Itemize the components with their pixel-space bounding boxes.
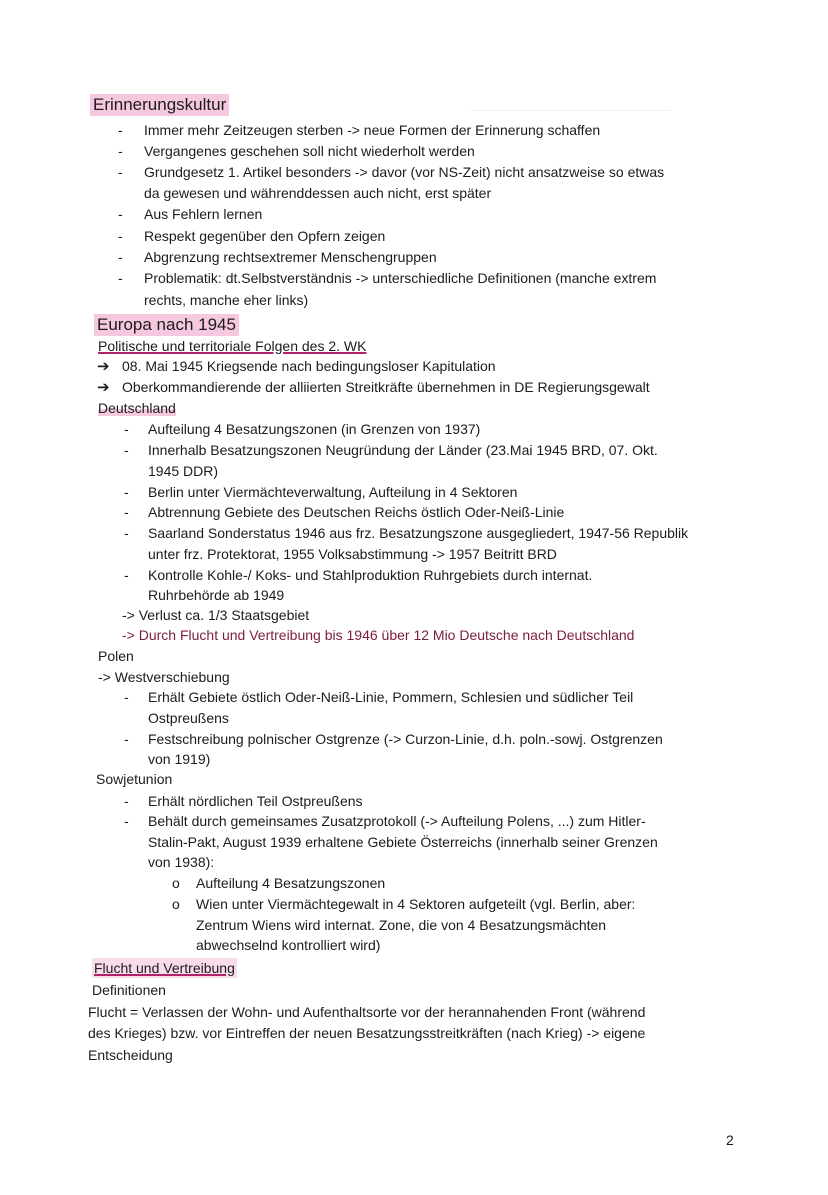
bullet-dash: -: [118, 206, 123, 222]
bullet-dash: -: [124, 421, 129, 437]
bullet-dash: -: [124, 793, 129, 809]
list-item-continuation: da gewesen und währenddessen auch nicht, erst später: [144, 185, 492, 201]
subheading-definitionen: Definitionen: [92, 982, 166, 998]
bullet-dash: -: [118, 143, 123, 159]
list-item-continuation: Stalin-Pakt, August 1939 erhaltene Gebiete Österreichs (innerhalb seiner Grenzen: [148, 834, 658, 850]
bullet-dash: -: [118, 249, 123, 265]
bullet-dash: -: [124, 484, 129, 500]
subheading-deutschland-label: Deutschland: [98, 400, 176, 416]
list-item-continuation: 1945 DDR): [148, 463, 219, 479]
list-item: Kontrolle Kohle-/ Koks- und Stahlproduktion Ruhrgebiets durch internat.: [148, 567, 593, 583]
page-number: 2: [726, 1132, 734, 1148]
sub-list-item-continuation: Zentrum Wiens wird internat. Zone, die von 4 Besatzungsmächten: [196, 917, 607, 933]
bleed-through-text: [470, 96, 670, 111]
arrow-right-icon: ➔: [97, 379, 110, 396]
sub-list-item-continuation: abwechselnd kontrolliert wird): [196, 937, 381, 953]
heading-flucht-und-vertreibung: Flucht und Vertreibung: [94, 960, 235, 976]
note-flucht: -> Durch Flucht und Vertreibung bis 1946 über 12 Mio Deutsche nach Deutschland: [122, 627, 635, 643]
subheading-sowjetunion: Sowjetunion: [96, 771, 173, 787]
subheading-politische-folgen: Politische und territoriale Folgen des 2. WK: [98, 338, 367, 354]
list-item: Respekt gegenüber den Opfern zeigen: [144, 228, 386, 244]
list-item-continuation: rechts, manche eher links): [144, 292, 309, 308]
arrow-right-icon: ➔: [97, 358, 110, 375]
note-westverschiebung: -> Westverschiebung: [98, 669, 230, 685]
paragraph-line: des Krieges) bzw. vor Eintreffen der neuen Besatzungsstreitkräften (nach Krieg) -> eigene: [88, 1025, 646, 1041]
bullet-dash: -: [124, 567, 129, 583]
list-item: Immer mehr Zeitzeugen sterben -> neue Formen der Erinnerung schaffen: [144, 122, 601, 138]
list-item: Erhält Gebiete östlich Oder-Neiß-Linie, Pommern, Schlesien und südlicher Teil: [148, 689, 634, 705]
arrow-item: Oberkommandierende der alliierten Streitkräfte übernehmen in DE Regierungsgewalt: [122, 379, 650, 395]
paragraph-line: Flucht = Verlassen der Wohn- und Aufenthaltsorte vor der herannahenden Front (während: [88, 1004, 646, 1020]
list-item: Aus Fehlern lernen: [144, 206, 263, 222]
bullet-circle-icon: o: [172, 896, 180, 912]
list-item: Abgrenzung rechtsextremer Menschengruppen: [144, 249, 437, 265]
bullet-dash: -: [118, 270, 123, 286]
list-item: Grundgesetz 1. Artikel besonders -> davor (vor NS-Zeit) nicht ansatzweise so etwas: [144, 164, 665, 180]
list-item: Aufteilung 4 Besatzungszonen (in Grenzen von 1937): [148, 421, 481, 437]
arrow-item: 08. Mai 1945 Kriegsende nach bedingungsloser Kapitulation: [122, 358, 496, 374]
list-item: Erhält nördlichen Teil Ostpreußens: [148, 793, 363, 809]
list-item: Berlin unter Viermächteverwaltung, Aufteilung in 4 Sektoren: [148, 484, 518, 500]
list-item: Innerhalb Besatzungszonen Neugründung der Länder (23.Mai 1945 BRD, 07. Okt.: [148, 442, 658, 458]
bullet-dash: -: [124, 525, 129, 541]
list-item: Festschreibung polnischer Ostgrenze (-> Curzon-Linie, d.h. poln.-sowj. Ostgrenzen: [148, 731, 663, 747]
list-item: Problematik: dt.Selbstverständnis -> unterschiedliche Definitionen (manche extrem: [144, 270, 657, 286]
list-item: Behält durch gemeinsames Zusatzprotokoll (-> Aufteilung Polens, ...) zum Hitler-: [148, 813, 646, 829]
list-item: Abtrennung Gebiete des Deutschen Reichs östlich Oder-Neiß-Linie: [148, 504, 565, 520]
bullet-circle-icon: o: [172, 875, 180, 891]
list-item-continuation: von 1938):: [148, 854, 215, 870]
bullet-dash: -: [124, 813, 129, 829]
subheading-deutschland: [98, 398, 176, 418]
list-item-continuation: von 1919): [148, 751, 211, 767]
subheading-polen: Polen: [98, 648, 134, 664]
sub-list-item: Aufteilung 4 Besatzungszonen: [196, 875, 386, 891]
list-item: Vergangenes geschehen soll nicht wiederholt werden: [144, 143, 475, 159]
sub-list-item: Wien unter Viermächtegewalt in 4 Sektoren aufgeteilt (vgl. Berlin, aber:: [196, 896, 636, 912]
bullet-dash: -: [124, 442, 129, 458]
bullet-dash: -: [118, 122, 123, 138]
list-item-continuation: Ruhrbehörde ab 1949: [148, 587, 285, 603]
list-item: Saarland Sonderstatus 1946 aus frz. Besatzungszone ausgegliedert, 1947-56 Republik: [148, 525, 689, 541]
paragraph-line: Entscheidung: [88, 1047, 173, 1063]
bullet-dash: -: [124, 689, 129, 705]
bullet-dash: -: [124, 504, 129, 520]
bullet-dash: -: [118, 228, 123, 244]
list-item-continuation: Ostpreußens: [148, 710, 229, 726]
list-item-continuation: unter frz. Protektorat, 1955 Volksabstimmung -> 1957 Beitritt BRD: [148, 546, 557, 562]
heading-erinnerungskultur: Erinnerungskultur: [90, 94, 229, 116]
bullet-dash: -: [118, 164, 123, 180]
note-verlust: -> Verlust ca. 1/3 Staatsgebiet: [122, 607, 310, 623]
bullet-dash: -: [124, 731, 129, 747]
heading-europa-nach-1945: Europa nach 1945: [94, 314, 239, 336]
